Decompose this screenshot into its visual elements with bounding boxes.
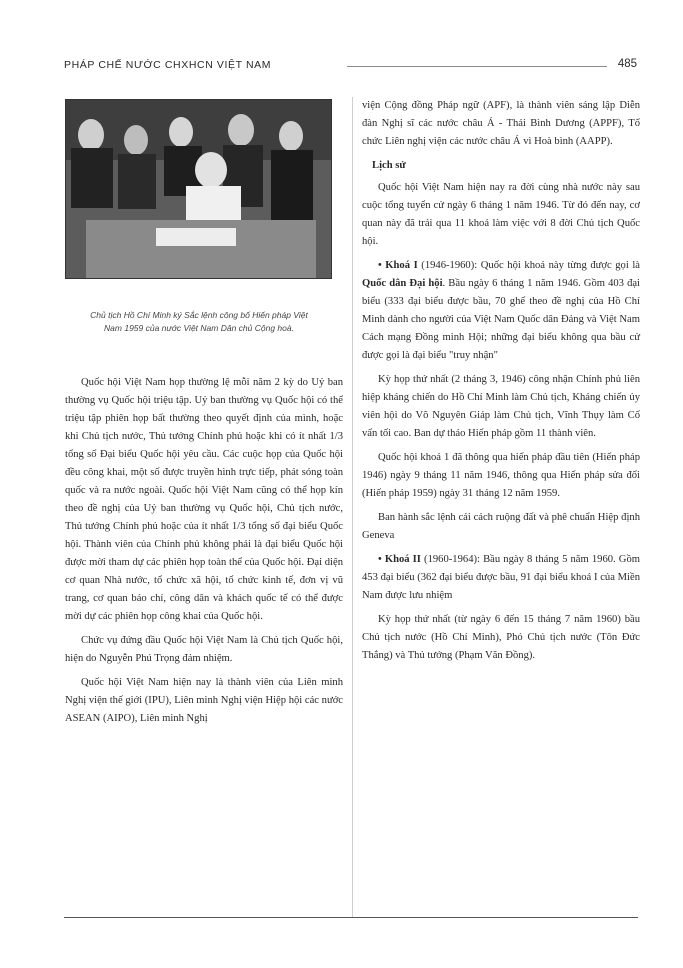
term-label: • Khoá II bbox=[378, 554, 421, 565]
historical-photo bbox=[65, 99, 332, 279]
paragraph: Ban hành sắc lệnh cải cách ruộng đất và phê chuẩn Hiệp định Geneva bbox=[362, 512, 640, 541]
page-number: 485 bbox=[617, 58, 637, 70]
term-entry bbox=[362, 551, 640, 605]
column-divider bbox=[352, 97, 353, 917]
term-label: • Khoá I bbox=[378, 260, 418, 271]
header-rule bbox=[347, 66, 607, 67]
paragraph: Quốc hội Việt Nam hiện nay là thành viên của Liên minh Nghị viện thế giới (IPU), Liên minh Nghị viện Hiệp hội các nước ASEAN (AIPO), Liên minh Nghị bbox=[65, 677, 343, 724]
term-text: (1960-1964): Bầu ngày 8 tháng 5 năm 1960. Gồm 453 đại biểu (362 đại biểu được bầu, 91 đại biểu khoá I của Miền Nam được lưu nhiệm bbox=[362, 554, 640, 601]
page-frame-bottom bbox=[64, 917, 638, 918]
paragraph: viện Cộng đồng Pháp ngữ (APF), là thành viên sáng lập Diễn đàn Nghị sĩ các nước châu Á - Thái Bình Dương (APPF), Tổ chức Liên nghị viện các nước châu Á vì Hoà bình (AAPP). bbox=[362, 100, 640, 147]
paragraph: Kỳ họp thứ nhất (2 tháng 3, 1946) công nhận Chính phủ liên hiệp kháng chiến do Hồ Chí Minh làm Chủ tịch, Kháng chiến ủy viên hội do Võ Nguyên Giáp làm Chủ tịch, Vĩnh Thụy làm Cố vấn tối cao. Ban dự thảo Hiến pháp gồm 11 thành viên. bbox=[362, 374, 640, 439]
paragraph: Quốc hội Việt Nam họp thường lệ mỗi năm 2 kỳ do Uỷ ban thường vụ Quốc hội triệu tập. Uỷ ban thường vụ Quốc hội có thể triệu tập phiên họp bất thường theo quyết định của mình, hoặc khi Chủ tịch nước, Thủ tướng Chính phủ hoặc khi có ít nhất 1/3 tổng số Đại biểu Quốc hội yêu cầu. Các cuộc họp của Quốc hội đều công khai, một số được truyền hình trực tiếp, phát sóng toàn quốc và ra nước ngoài. Quốc hội Việt Nam cũng có thể họp kín theo đề nghị của Uỷ ban thường vụ Quốc hội, Chủ tịch nước, Thủ tướng Chính phủ hoặc của ít nhất 1/3 tổng số đại biểu Quốc hội. Thành viên của Chính phủ không phải là đại biểu Quốc hội được mời tham dự các phiên họp toàn thể của Quốc hội. Đại diện cơ quan Nhà nước, tổ chức xã hội, tổ chức kinh tế, đơn vị vũ trang, cơ quan báo chí, công dân và khách quốc tế có thể được mời dự các phiên họp công khai của Quốc hội. bbox=[65, 377, 343, 622]
running-title: PHÁP CHẾ NƯỚC CHXHCN VIỆT NAM bbox=[64, 59, 272, 71]
term-highlight: Quốc dân Đại hội bbox=[362, 278, 443, 289]
term-text: (1946-1960): Quốc hội khoá này từng được gọi là bbox=[417, 260, 640, 271]
paragraph: Quốc hội Việt Nam hiện nay ra đời cùng nhà nước này sau cuộc tổng tuyển cử ngày 6 tháng 1 năm 1946. Từ đó đến nay, cơ quan này đã trải qua 11 khoá làm việc với 8 đời Chủ tịch Quốc hội. bbox=[362, 182, 640, 247]
left-column bbox=[65, 374, 343, 734]
paragraph: Kỳ họp thứ nhất (từ ngày 6 đến 15 tháng 7 năm 1960) bầu Chủ tịch nước (Hồ Chí Minh), Phó Chủ tịch nước (Tôn Đức Thắng) và Thủ tướng (Phạm Văn Đồng). bbox=[362, 614, 640, 661]
term-text: . Bầu ngày 6 tháng 1 năm 1946. Gồm 403 đại biểu (333 đại biểu được bầu, 70 ghế theo đề nghị của Hồ Chí Minh dành cho người của Việt Nam Quốc dân Đảng và Việt Nam Cách mạng Đồng minh Hội; những đại biểu không qua bầu cử được gọi là đại biểu "truy nhận" bbox=[362, 278, 641, 361]
paragraph: Chức vụ đứng đầu Quốc hội Việt Nam là Chủ tịch Quốc hội, hiện do Nguyễn Phú Trọng đảm nhiệm. bbox=[65, 635, 343, 664]
term-entry bbox=[362, 257, 640, 365]
page-header bbox=[64, 59, 637, 77]
paragraph: Quốc hội khoá 1 đã thông qua hiến pháp đầu tiên (Hiến pháp 1946) ngày 9 tháng 11 năm 1946, thông qua Hiến pháp sửa đổi (Hiến pháp 1959) ngày 31 tháng 12 năm 1959. bbox=[362, 452, 640, 499]
photo-caption: Chủ tịch Hồ Chí Minh ký Sắc lệnh công bố Hiến pháp Việt Nam 1959 của nước Việt Nam Dân chủ Cộng hoà. bbox=[90, 310, 308, 333]
right-column bbox=[362, 97, 640, 671]
photo-illustration bbox=[66, 100, 331, 278]
section-heading: Lịch sử bbox=[372, 160, 406, 171]
